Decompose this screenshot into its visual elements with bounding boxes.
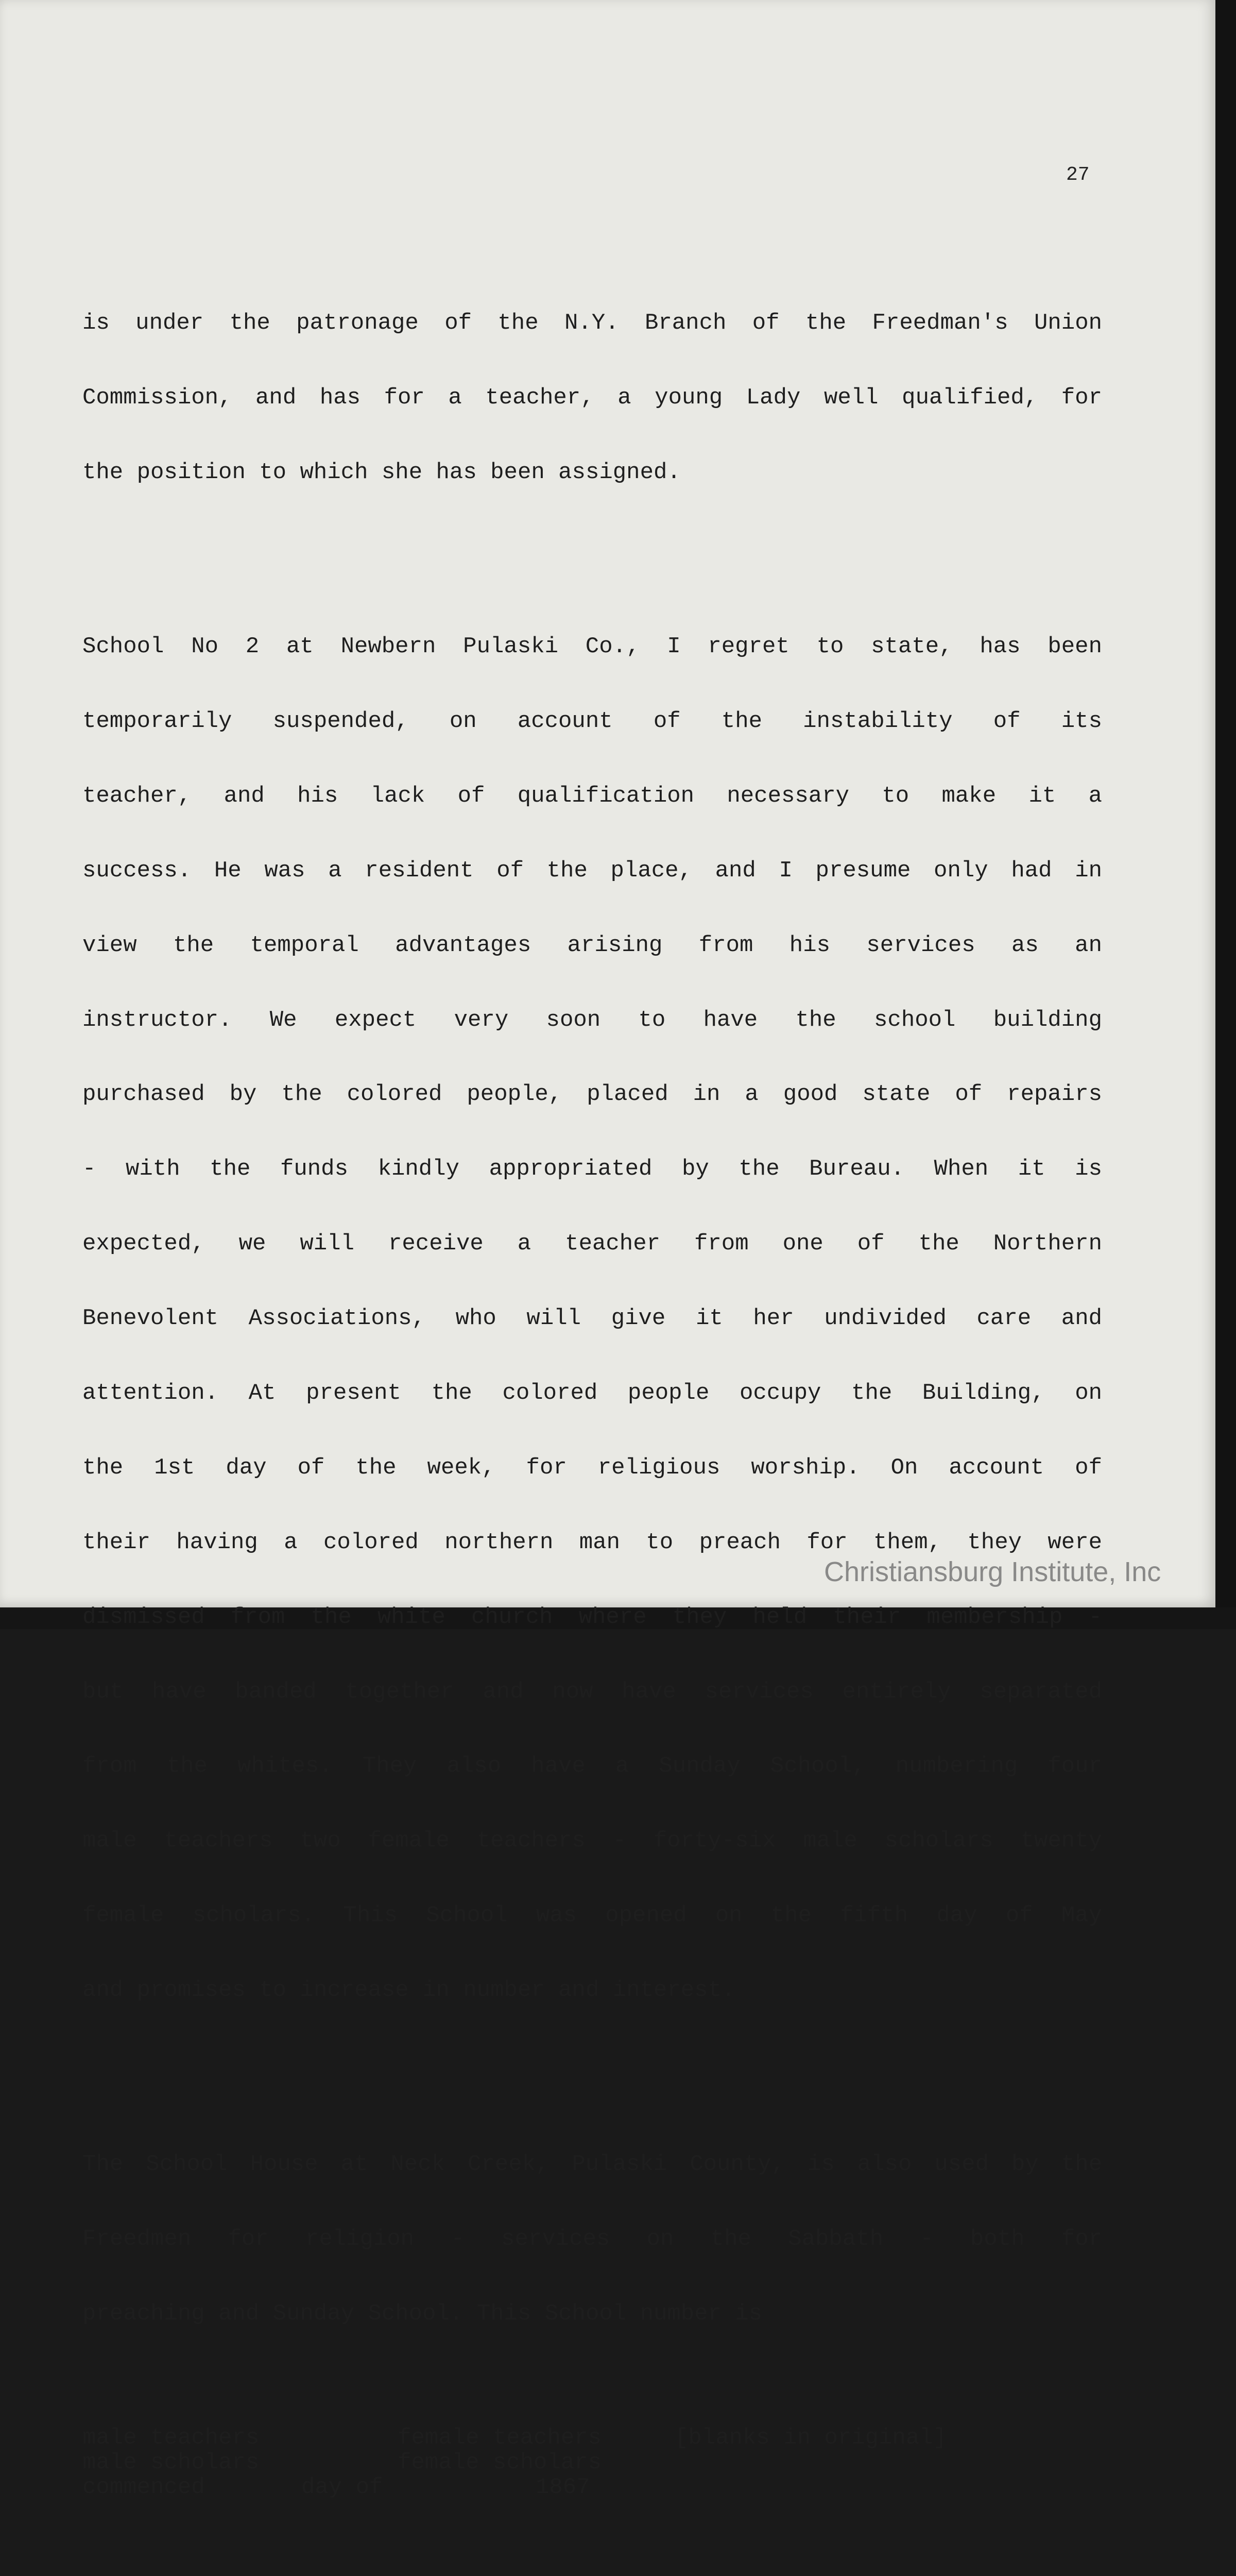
text-line: Benevolent Associations, who will give it her undivided care and xyxy=(82,1306,1102,1332)
paragraph-neck-creek xyxy=(82,2103,1102,2376)
text-line: from the whites. They also have a Sunday School, numbering four xyxy=(82,1753,1102,1780)
text-line: their having a colored northern man to preach for them, they were xyxy=(82,1529,1102,1555)
text-line: Freedmen for religion - services on the Sabbath - both for xyxy=(82,2226,1102,2252)
text-line: and promises to increase in number and interest. xyxy=(82,1977,735,2004)
text-line: male teachers two female teachers - forty-six male scholars twenty xyxy=(82,1828,1102,1854)
text-line: instructor. We expect very soon to have the school building xyxy=(82,1007,1102,1033)
text-line: view the temporal advantages arising from his services as an xyxy=(82,932,1102,958)
label-day-of: day of xyxy=(301,2475,383,2501)
background-edge xyxy=(1215,0,1236,1629)
text-line: the position to which she has been assigned. xyxy=(82,459,681,485)
text-line: purchased by the colored people, placed in a good state of repairs xyxy=(82,1081,1102,1108)
page-number: 27 xyxy=(1066,164,1090,186)
text-line: is under the patronage of the N.Y. Branch of the Freedman's Union xyxy=(82,310,1102,336)
text-line: teacher, and his lack of qualification necessary to make it a xyxy=(82,783,1102,809)
label-male-teachers: male teachers xyxy=(82,2425,260,2451)
text-line: the 1st day of the week, for religious worship. On account of xyxy=(82,1454,1102,1481)
text-line: success. He was a resident of the place, and I presume only had in xyxy=(82,857,1102,884)
paragraph-freedmans-union xyxy=(82,261,1102,535)
text-line: preaching and Sunday School. This School number is xyxy=(82,2300,763,2327)
paragraph-gap xyxy=(82,2550,1102,2575)
text-line: The School House at Neck Creek, Pulaski County, is also used by the xyxy=(82,2151,1102,2178)
text-line: - with the funds kindly appropriated by the Bureau. When it is xyxy=(82,1156,1102,1182)
text-line: but have banded together and now have services entirely separated xyxy=(82,1679,1102,1705)
label-commenced: commenced xyxy=(82,2475,205,2501)
text-line: dismissed from the white church where they held their membership - xyxy=(82,1604,1102,1630)
paragraph-school-no-2 xyxy=(82,584,1102,2053)
label-year: 1867 xyxy=(536,2475,590,2501)
text-line: School No 2 at Newbern Pulaski Co., I regret to state, has been xyxy=(82,634,1102,660)
blank-fields-table xyxy=(82,2426,1102,2500)
document-body xyxy=(82,211,1102,2576)
label-female-teachers: female teachers xyxy=(398,2425,602,2451)
text-line: expected, we will receive a teacher from one of the Northern xyxy=(82,1231,1102,1257)
text-line: temporarily suspended, on account of the instability of its xyxy=(82,708,1102,734)
text-line: attention. At present the colored people occupy the Building, on xyxy=(82,1380,1102,1406)
note-blanks-in-original: [blanks in original] xyxy=(675,2425,947,2451)
watermark-text: Christiansburg Institute, Inc xyxy=(824,1556,1161,1587)
text-line: female scholars. This School was opened on the fifth day of May xyxy=(82,1903,1102,1929)
text-line: Commission, and has for a teacher, a young Lady well qualified, for xyxy=(82,385,1102,411)
label-male-scholars: male scholars xyxy=(82,2450,260,2476)
label-female-scholars: female scholars xyxy=(398,2450,602,2476)
